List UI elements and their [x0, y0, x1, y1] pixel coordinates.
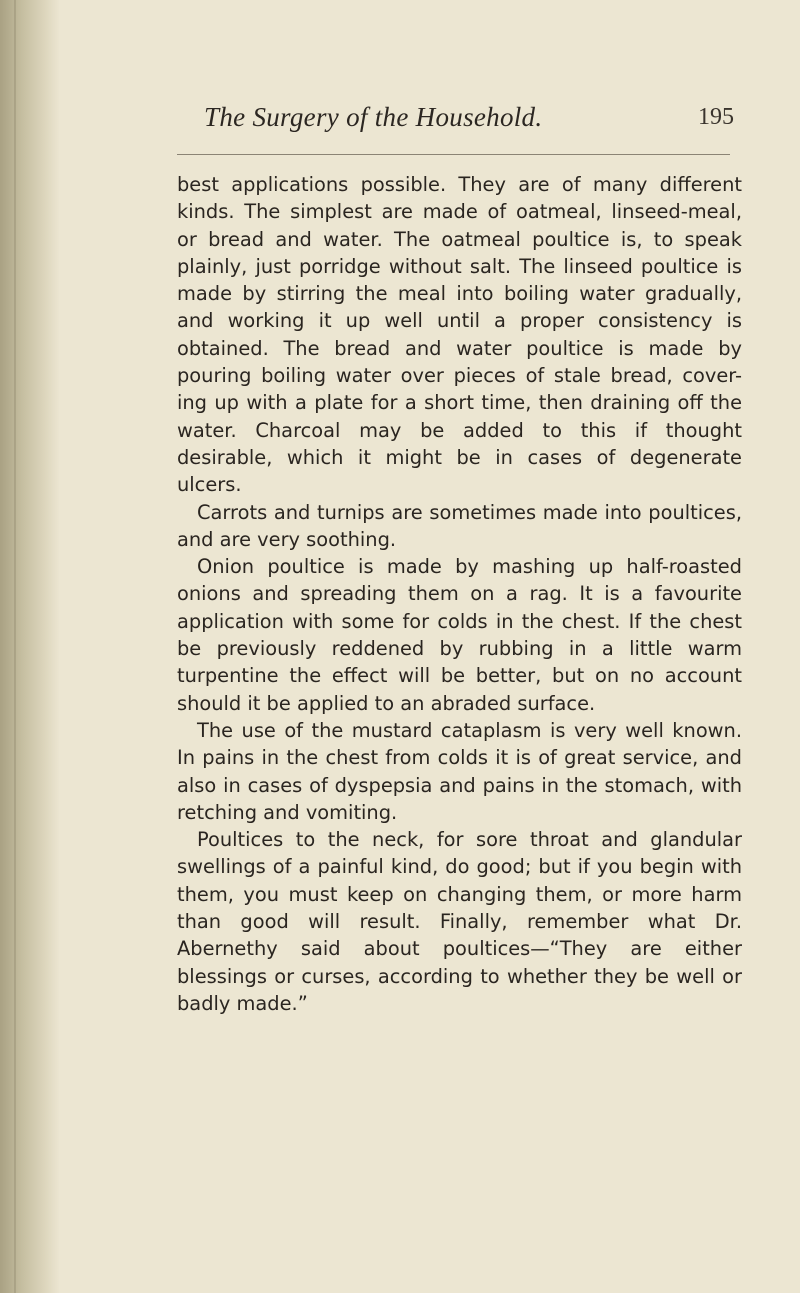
- paragraph-mustard-cataplasm: The use of the mustard cataplasm is very well known. In pains in the chest from colds it is of great service, and also in cases of dyspepsia and pains in the stomach, with retching and vomiting.: [177, 718, 742, 824]
- paragraph-neck-poultices: Poultices to the neck, for sore throat and glandular swellings of a painful kind, do good; but if you begin with them, you must keep on changing them, or more harm than good will result. Finally, remember what Dr. Abernethy said about poultices—“They are either blessings or curses, according to whether they be well or badly made.”: [177, 828, 742, 1015]
- paragraph-carrots-turnips: Carrots and turnips are sometimes made into poultices, and are very soothing.: [177, 500, 742, 551]
- header-rule: [177, 154, 730, 155]
- running-title: The Surgery of the Household.: [204, 102, 543, 132]
- book-binding-edge: [0, 0, 60, 1293]
- page-number: 195: [698, 104, 734, 130]
- paragraph-poultice-kinds: best applications possible. They are of many different kinds. The simplest are made of oatmeal, linseed-meal, or bread and water. The oatmeal poultice is, to speak plainly, just porridge without salt. The linseed poultice is made by stirring the meal into boiling water gradually, and working it up well until a proper consistency is obtained. The bread and water poultice is made by pouring boiling water over pieces of stale bread, cover-ing up with a plate for a short time, then draining off the water. Charcoal may be added to this if thought desirable, which it might be in cases of degenerate ulcers.: [177, 173, 742, 497]
- body-text: [177, 171, 742, 1017]
- book-page: [177, 100, 742, 1015]
- running-head: [177, 100, 742, 140]
- paragraph-onion-poultice: Onion poultice is made by mashing up half-roasted onions and spreading them on a rag. It is a favourite application with some for colds in the chest. If the chest be previously reddened by rubbing in a little warm turpentine the effect will be better, but on no account should it be applied to an abraded surface.: [177, 555, 742, 715]
